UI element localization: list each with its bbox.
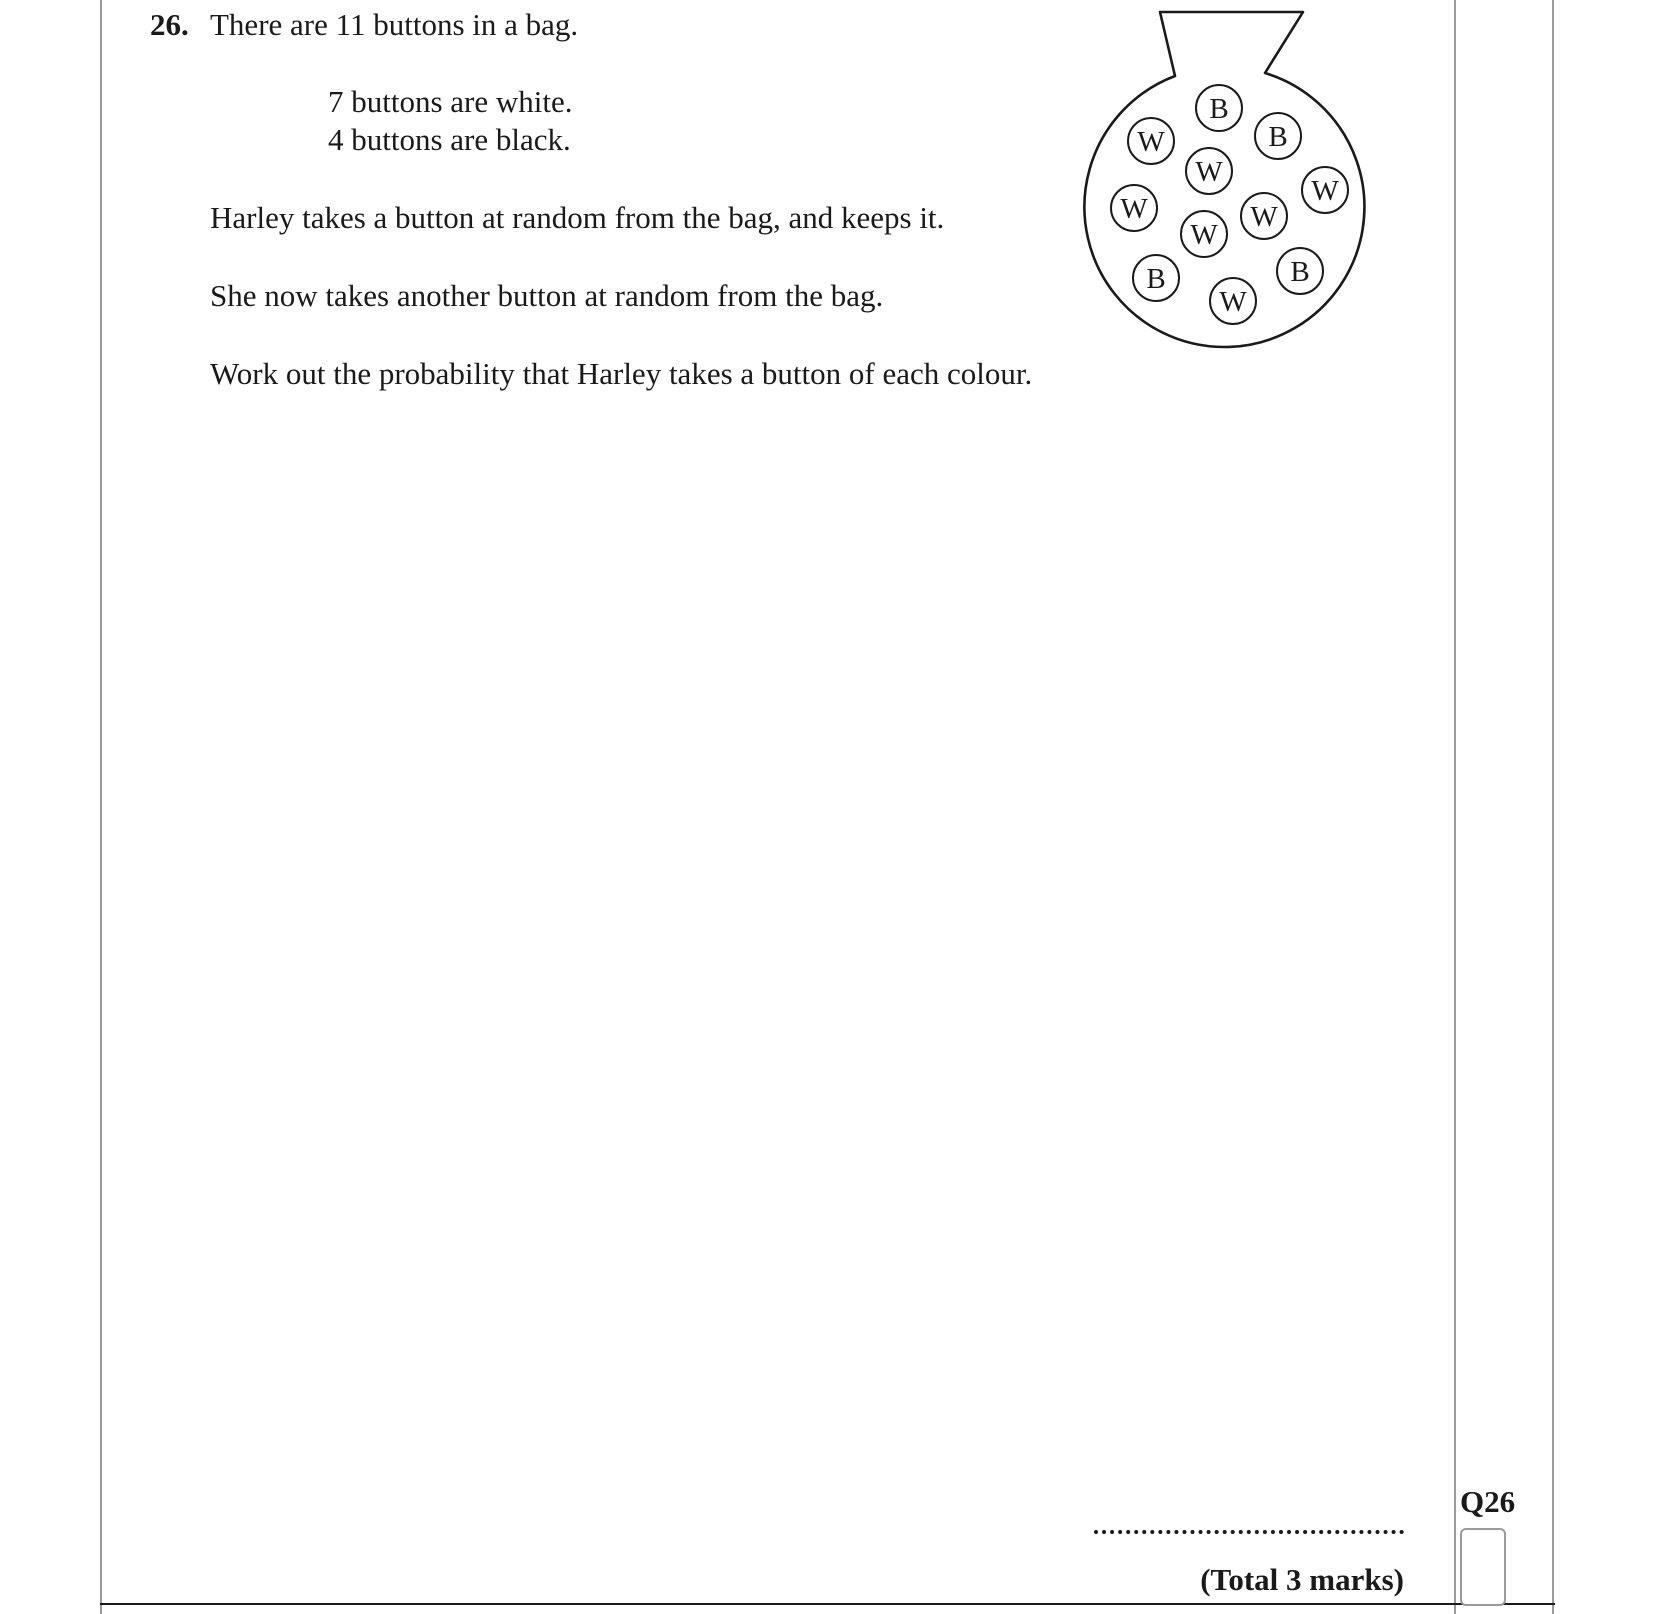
second-draw-text: She now takes another button at random from the bag. xyxy=(210,278,884,313)
question-label: Q26 xyxy=(1460,1484,1516,1519)
button-label-2: B xyxy=(1268,121,1288,153)
question-number: 26. xyxy=(150,7,189,42)
button-label-9: B xyxy=(1146,263,1166,295)
button-label-6: W xyxy=(1120,193,1148,225)
button-label-8: W xyxy=(1190,219,1218,251)
bottom-rule xyxy=(100,1603,1555,1605)
first-draw-text: Harley takes a button at random from the bag, and keeps it. xyxy=(210,200,945,235)
button-group xyxy=(1111,85,1348,324)
button-label-4: W xyxy=(1195,156,1223,188)
mark-box xyxy=(1460,1528,1506,1606)
right-margin-rule xyxy=(1454,0,1456,1614)
button-label-10: B xyxy=(1290,256,1310,288)
task-text: Work out the probability that Harley takes a button of each colour. xyxy=(210,356,1033,391)
bag-diagram xyxy=(1080,6,1380,356)
button-label-7: W xyxy=(1250,201,1278,233)
button-label-11: W xyxy=(1219,286,1247,318)
black-count-line: 4 buttons are black. xyxy=(328,122,571,157)
button-label-1: B xyxy=(1209,93,1229,125)
question-intro: There are 11 buttons in a bag. xyxy=(210,7,579,42)
white-count-line: 7 buttons are white. xyxy=(328,84,573,119)
outer-margin-rule xyxy=(1552,0,1554,1614)
button-label-5: W xyxy=(1311,175,1339,207)
button-label-3: W xyxy=(1137,126,1165,158)
total-marks: (Total 3 marks) xyxy=(1200,1562,1404,1597)
left-margin-rule xyxy=(100,0,102,1614)
answer-line[interactable] xyxy=(1094,1530,1404,1534)
